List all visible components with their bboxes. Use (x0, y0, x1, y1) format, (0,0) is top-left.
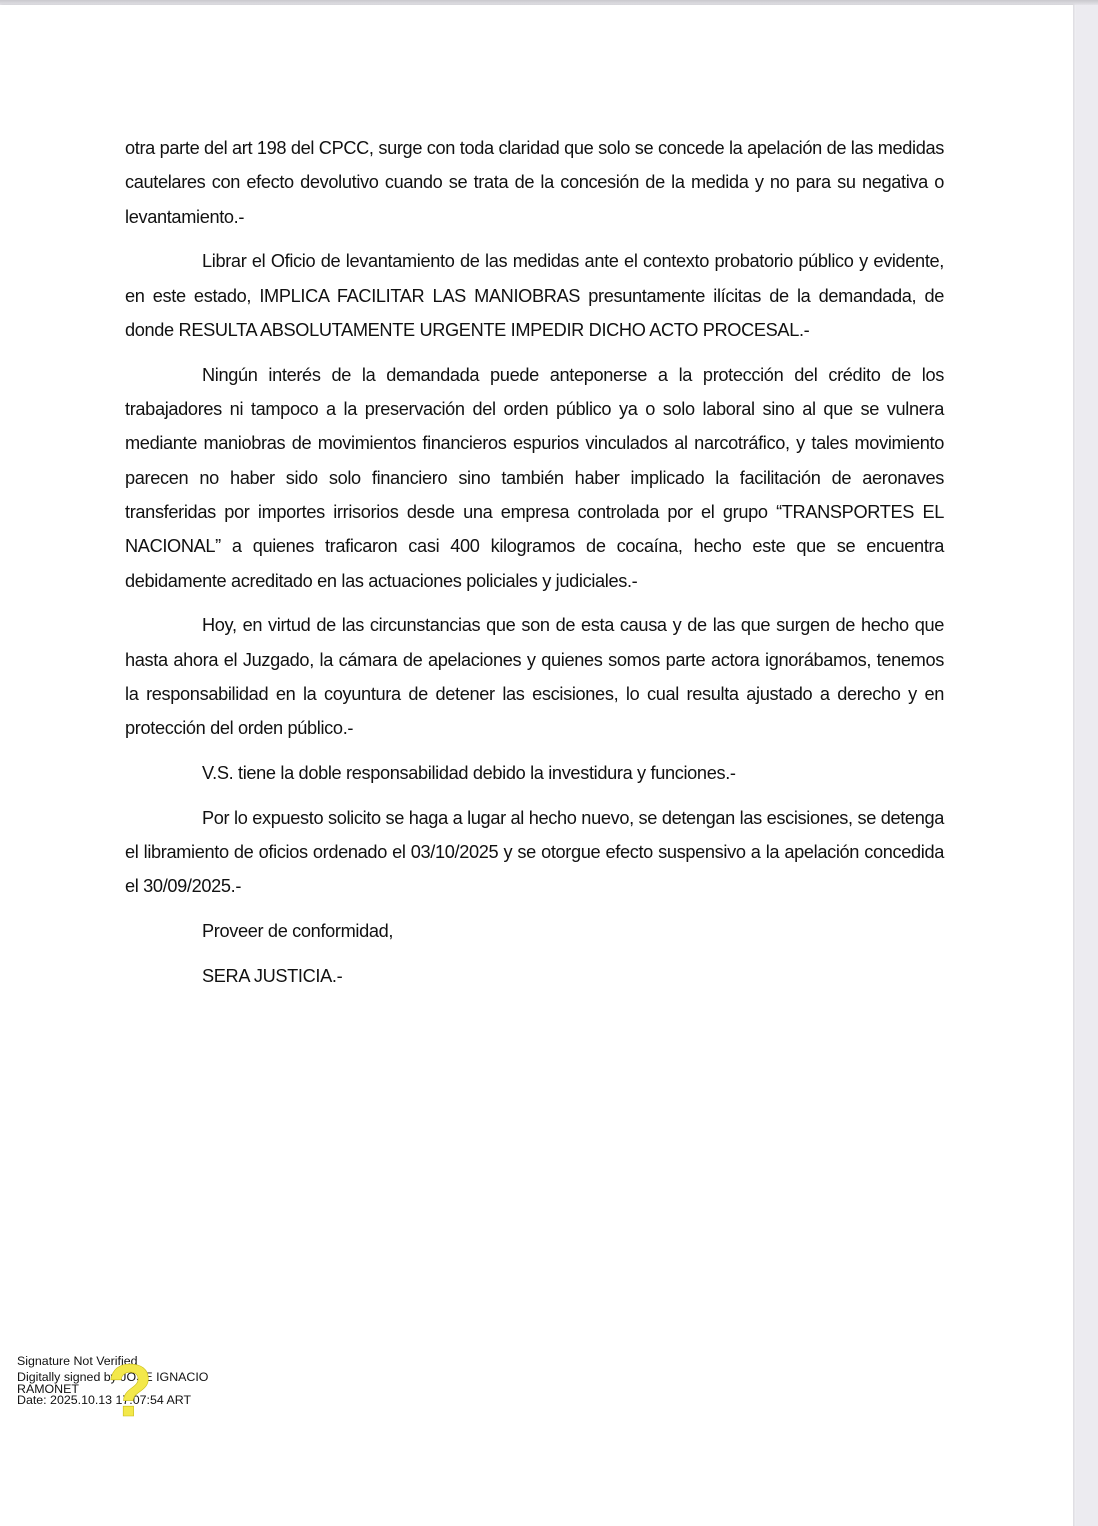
signature-signer-surname: RAMONET (17, 1382, 79, 1396)
signature-date: Date: 2025.10.13 17:07:54 ART (17, 1393, 192, 1407)
paragraph-proveer: Proveer de conformidad, (202, 921, 394, 942)
paragraph-cpcc-appeal: otra parte del art 198 del CPCC, surge con toda claridad que solo se concede la apelación de las medidas cautelares con efecto devolutivo cuando se trata de la concesión de la medida y no para su negativa o levantamiento.- (125, 138, 944, 227)
paragraph-vs-responsabilidad: V.S. tiene la doble responsabilidad debido la investidura y funciones.- (202, 763, 736, 784)
paragraph-petitorio: Por lo expuesto solicito se haga a lugar al hecho nuevo, se detengan las escisiones, se detenga el libramiento de oficios ordenado el 03/10/2025 y se otorgue efecto suspensivo a la apelación concedida el 30/09/2025.- (125, 807, 944, 897)
question-mark-icon[interactable] (105, 1350, 155, 1426)
question-mark-glyph: ? (107, 1350, 153, 1426)
paragraph-interes-demandada: Ningún interés de la demandada puede anteponerse a la protección del crédito de los trabajadores ni tampoco a la preservación del orden público ya o solo laboral sino al que se vulnera mediante maniobras de movimientos financieros espurios vinculados al narcotráfico, y tales movimiento parecen no haber sido solo financiero sino también haber implicado la facilitación de aeronaves transferidas por importes irrisorios desde una empresa controlada por el grupo “TRANSPORTES EL NACIONAL” a quienes traficaron casi 400 kilogramos de cocaína, hecho este que se encuentra debidamente acreditado en las actuaciones policiales y judiciales.- (125, 364, 944, 591)
paragraph-sera-justicia: SERA JUSTICIA.- (202, 966, 343, 987)
paragraph-circunstancias: Hoy, en virtud de las circunstancias que son de esta causa y de las que surgen de hecho que hasta ahora el Juzgado, la cámara de apelaciones y quienes somos parte actora ignorábamos, tenemos la responsabilidad en la coyuntura de detener las escisiones, lo cual resulta ajustado a derecho y en protección del orden público.- (125, 615, 944, 739)
page-edge-shadow (1073, 5, 1076, 1526)
paragraph-oficio-levantamiento: Librar el Oficio de levantamiento de las medidas ante el contexto probatorio público y evidente, en este estado, IMPLICA FACILITAR LAS MANIOBRAS presuntamente ilícitas de la demandada, de donde RESULTA ABSOLUTAMENTE URGENTE IMPEDIR DICHO ACTO PROCESAL.- (125, 251, 944, 340)
signature-status: Signature Not Verified (17, 1354, 138, 1368)
document-body (125, 131, 944, 1004)
signature-signed-by: Digitally signed by JOSE IGNACIO (17, 1370, 209, 1384)
